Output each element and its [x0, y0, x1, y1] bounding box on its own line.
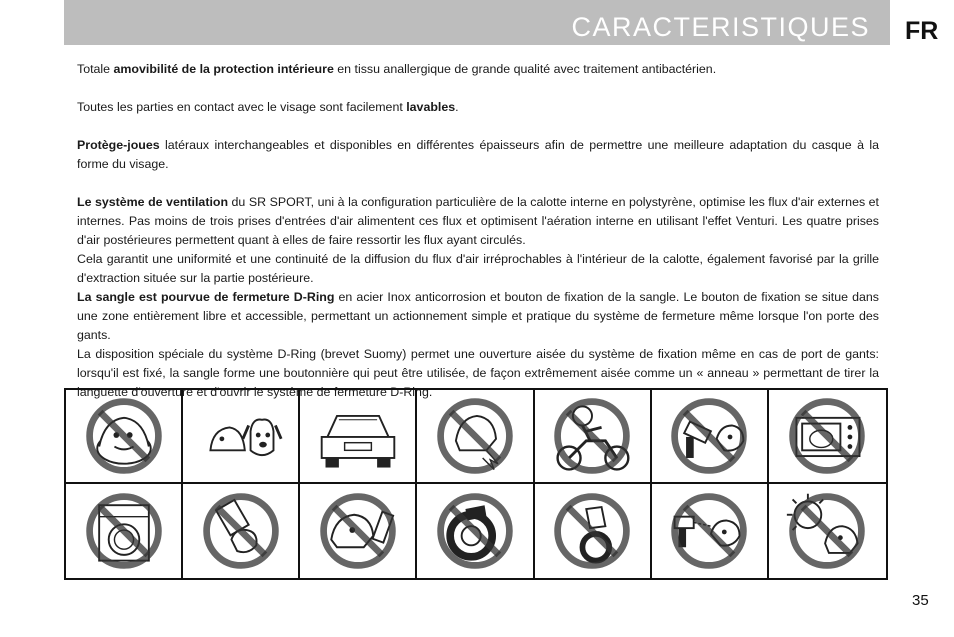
text-span: latéraux interchangeables et disponibles en différentes épaisseurs afin de permettre une meilleure adaptation du casque à la forme du visage. [77, 138, 879, 171]
bold-span: Protège-joues [77, 138, 160, 152]
text-span: en acier Inox anticorrosion et bouton de fixation de la sangle. Le bouton de fixation se situe dans une zone entièrement libre et accessible, permettant un actionnement simple et pratique du système de fermeture même lorsque l'on porte des gants. [77, 290, 880, 342]
paragraph-removable-lining [77, 60, 879, 79]
paragraph-cheek-pads [77, 136, 879, 174]
paragraph-washable [77, 98, 879, 117]
no-tire-pressure-icon [535, 484, 652, 578]
no-helmet-on-handlebar-icon [535, 390, 652, 484]
no-hair-dryer-icon [652, 390, 769, 484]
warning-icons-grid [64, 388, 888, 580]
text-span: du SR SPORT, uni à la configuration particulière de la calotte interne en polystyrène, optimise les flux d'air externes et internes. Pas moins de trois prises d'entrées d'air alimentent ces flux et optimisent l'aération interne en utilisant l'effet Venturi. Les quatre prises d'air postérieures permettent quant à elles de faire ressortir les flux ayant circulés. [77, 195, 880, 247]
no-dog-helmet-icon [183, 390, 300, 484]
no-dropping-helmet-icon [417, 390, 534, 484]
no-helmet-on-car-icon [300, 390, 417, 484]
bold-span: amovibilité de la protection intérieure [113, 62, 334, 76]
no-heat-gun-icon [652, 484, 769, 578]
no-chemical-cleaner-icon [417, 484, 534, 578]
bold-span: Le système de ventilation [77, 195, 229, 209]
paragraph-d-ring-patent: La disposition spéciale du système D-Ring (brevet Suomy) permet une ouverture aisée du système de fixation même en cas de port de gants: lorsqu'il est fixé, la sangle forme une boutonnière qui peut être utilisée, de façon extrêmement aisée comme un « anneau » permettant de tirer la languette d'ouverture et d'ouvrir le système de fermeture D-Ring. [77, 347, 879, 399]
no-sun-exposure-icon [769, 484, 886, 578]
text-span: Totale [77, 62, 114, 76]
no-paint-icon [183, 484, 300, 578]
language-tag: FR [905, 17, 939, 45]
text-span: en tissu anallergique de grande qualité avec traitement antibactérien. [333, 62, 717, 76]
no-microwave-icon [769, 390, 886, 484]
paragraph-d-ring [77, 288, 879, 345]
paragraph-airflow: Cela garantit une uniformité et une continuité de la diffusion du flux d'air irréprochables à l'intérieur de la calotte, également favorisé par la grille d'extraction située sur la partie postérieure. [77, 252, 879, 285]
header-bar [64, 0, 890, 45]
page-title: CARACTERISTIQUES [571, 12, 870, 42]
bold-span: lavables [406, 100, 456, 114]
text-span: Toutes les parties en contact avec le visage sont facilement [77, 100, 407, 114]
no-solvent-spray-icon [300, 484, 417, 578]
feature-text [77, 60, 879, 402]
no-helmet-on-ground-icon [66, 390, 183, 484]
no-washing-machine-icon [66, 484, 183, 578]
page-number: 35 [912, 592, 929, 609]
paragraph-ventilation [77, 193, 879, 250]
bold-span: La sangle est pourvue de fermeture D-Ring [77, 290, 335, 304]
text-span: . [455, 100, 459, 114]
